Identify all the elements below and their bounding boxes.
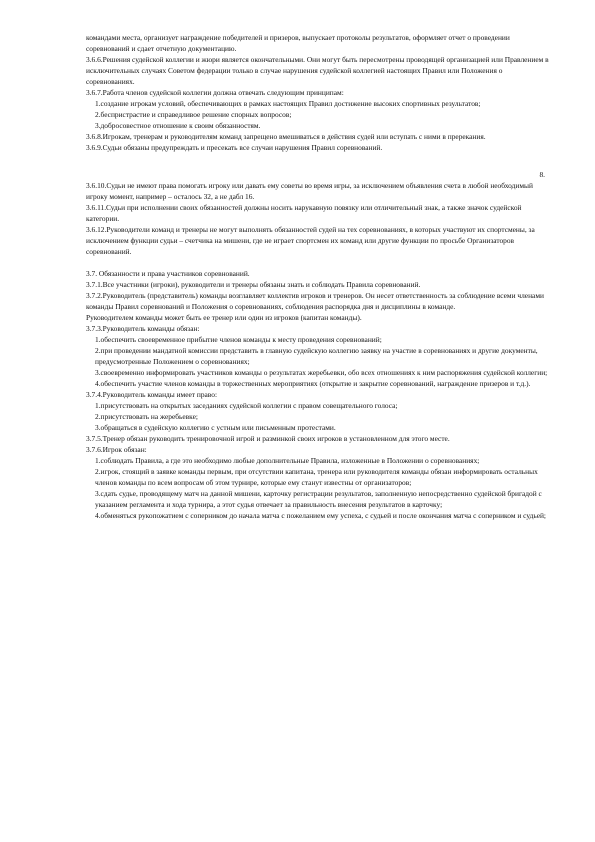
- page-number: 8.: [539, 170, 545, 179]
- text-block-section-3-6: [86, 32, 551, 153]
- paragraph: 4.обменяться рукопожатием с соперником до начала матча с пожеланием ему успеха, с судьей и после окончания матча с соперником и судьей;: [95, 511, 546, 520]
- paragraph: 3.6.8.Игрокам, тренерам и руководителям команд запрещено вмешиваться в действия судей или вступать с ними в пререкания.: [86, 132, 486, 141]
- paragraph: 3.7.6.Игрок обязан:: [86, 445, 147, 454]
- paragraph: 3.добросовестное отношение к своим обязанностям.: [95, 121, 261, 130]
- paragraph: 3.6.12.Руководители команд и тренеры не могут выполнять обязанностей судей на тех соревнованиях, в которых участвуют их спортсмены, за исключением функции судьи – счетчика на мишени, где не играет спортсмен их команд или другие функции по просьбе Организаторов соревнований.: [86, 225, 535, 256]
- paragraph: 1.присутствовать на открытых заседаниях судейской коллегии с правом совещательного голоса;: [95, 401, 398, 410]
- paragraph: 2.присутствовать на жеребьевке;: [95, 412, 198, 421]
- spacer: [86, 257, 551, 268]
- paragraph: 2.при проведении мандатной комиссии представить в главную судейскую коллегию заявку на участие в соревнованиях и другие документы, предусмотренные Положением о соревнованиях;: [95, 346, 538, 366]
- paragraph: 3.7.5.Тренер обязан руководить тренировочной игрой и разминкой своих игроков в установленном для этого месте.: [86, 434, 450, 443]
- paragraph: 3.7.2.Руководитель (представитель) команды возглавляет коллектив игроков и тренеров. Он несет ответственность за соблюдение всеми членами команды Правил соревнований и Положения о соревнованиях, соблюдения распорядка дня и дисциплины в команде.: [86, 291, 544, 311]
- paragraph: 2.игрок, стоящий в заявке команды первым, при отсутствии капитана, тренера или руководителя команды обязан информировать остальных членов команды по всем вопросам об этом турнире, которые ему станут известны от организаторов;: [95, 467, 538, 487]
- paragraph: 1.обеспечить своевременное прибытие членов команды к месту проведения соревнований;: [95, 335, 382, 344]
- paragraph: 3.6.9.Судьи обязаны предупреждать и пресекать все случаи нарушения Правил соревнований.: [86, 143, 383, 152]
- paragraph: 3.6.7.Работа членов судейской коллегии должна отвечать следующим принципам:: [86, 88, 344, 97]
- paragraph: 3.7.3.Руководитель команды обязан:: [86, 324, 200, 333]
- paragraph: 3.7.4.Руководитель команды имеет право:: [86, 390, 217, 399]
- document-page: [86, 32, 551, 521]
- spacer: [86, 153, 551, 169]
- paragraph: 3.обращаться в судейскую коллегию с устным или письменным протестами.: [95, 423, 336, 432]
- paragraph: 1.создание игрокам условий, обеспечивающих в рамках настоящих Правил достижение высоких спортивных результатов;: [95, 99, 481, 108]
- paragraph: 1.соблюдать Правила, а где это необходимо любые дополнительные Правила, изложенные в Положении о соревнованиях;: [95, 456, 480, 465]
- paragraph: 2.беспристрастие и справедливое решение спорных вопросов;: [95, 110, 292, 119]
- text-block-section-3-7: [86, 268, 551, 521]
- text-block-section-3-6-continued: [86, 180, 551, 257]
- paragraph: Руководителем команды может быть ее тренер или один из игроков (капитан команды).: [86, 313, 362, 322]
- paragraph: 3.6.11.Судьи при исполнении своих обязанностей должны носить нарукавную повязку или отличительный знак, а также значок судейской категории.: [86, 203, 522, 223]
- paragraph: 3.6.6.Решения судейской коллегии и жюри является окончательными. Они могут быть пересмотрены проводящей организацией или Правлением в исключительных случаях Советом федерации только в случае нарушения судейской коллегией настоящих Правил или Положения о соревнованиях.: [86, 55, 549, 86]
- paragraph: 4.обеспечить участие членов команды в торжественных мероприятиях (открытие и закрытие соревнований, награждение призеров и т.д.).: [95, 379, 531, 388]
- paragraph: 3.сдать судье, проводящему матч на данной мишени, карточку регистрации результатов, заполненную непосредственно судейской бригадой с указанием регламента и хода турнира, а этот судья отвечает за правильность внесения результатов в карточку;: [95, 489, 542, 509]
- paragraph: 3.своевременно информировать участников команды о результатах жеребьевки, обо всех отношениях к ним распоряжения судейской коллегии;: [95, 368, 548, 377]
- paragraph: 3.6.10.Судьи не имеют права помогать игроку или давать ему советы во время игры, за исключением объявления счета в любой необходимый игроку момент, например – осталось 32, а не дабл 16.: [86, 181, 533, 201]
- paragraph: 3.7. Обязанности и права участников соревнований.: [86, 269, 250, 278]
- paragraph: 3.7.1.Все участники (игроки), руководители и тренеры обязаны знать и соблюдать Правила соревнований.: [86, 280, 421, 289]
- paragraph: командами места, организует награждение победителей и призеров, выпускает протоколы результатов, оформляет отчет о проведении соревнований и сдает отчетную документацию.: [86, 33, 510, 53]
